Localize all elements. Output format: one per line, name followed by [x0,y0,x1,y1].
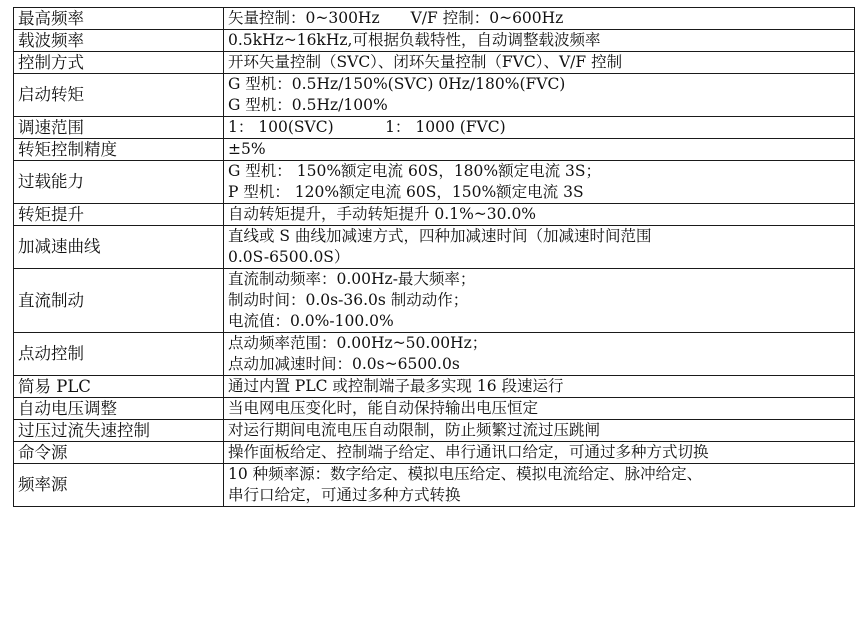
value-line: 1： 100(SVC) 1： 1000 (FVC) [228,118,506,136]
row-label: 最高频率 [14,8,224,30]
table-row [14,333,855,376]
table-row [14,117,855,139]
row-value [224,74,855,117]
table-row [14,139,855,161]
value-line: P 型机： 120%额定电流 60S，150%额定电流 3S [228,183,584,201]
row-value [224,398,855,420]
value-line: 点动频率范围：0.00Hz~50.00Hz； [228,334,488,352]
value-line: 串行口给定，可通过多种方式转换 [228,486,461,504]
value-line: 直流制动频率：0.00Hz-最大频率； [228,270,476,288]
table-row [14,376,855,398]
table-row [14,226,855,269]
value-line: 0.5kHz~16kHz,可根据负载特性，自动调整载波频率 [228,31,601,49]
table-row [14,30,855,52]
value-line: G 型机：0.5Hz/150%(SVC) 0Hz/180%(FVC) [228,75,566,93]
value-line: 点动加减速时间：0.0s~6500.0s [228,355,460,373]
row-value [224,420,855,442]
row-value [224,376,855,398]
row-value [224,333,855,376]
row-value [224,226,855,269]
value-line: 直线或 S 曲线加减速方式，四种加减速时间（加减速时间范围 [228,227,652,245]
row-label: 过压过流失速控制 [14,420,224,442]
value-line: 制动时间：0.0s-36.0s 制动动作； [228,291,469,309]
table-row [14,464,855,507]
row-value [224,442,855,464]
row-value [224,30,855,52]
row-value [224,269,855,333]
row-value [224,117,855,139]
value-line: 开环矢量控制（SVC）、闭环矢量控制（FVC）、V/F 控制 [228,53,623,71]
row-value [224,8,855,30]
row-label: 调速范围 [14,117,224,139]
row-label: 频率源 [14,464,224,507]
table-row [14,269,855,333]
table-row [14,442,855,464]
value-line: ±5% [228,140,266,158]
row-label: 控制方式 [14,52,224,74]
row-value [224,139,855,161]
row-label: 载波频率 [14,30,224,52]
value-line: 通过内置 PLC 或控制端子最多实现 16 段速运行 [228,377,564,395]
spec-table [13,7,855,507]
row-label: 转矩提升 [14,204,224,226]
row-label: 点动控制 [14,333,224,376]
value-line: 对运行期间电流电压自动限制，防止频繁过流过压跳闸 [228,421,601,439]
row-value [224,52,855,74]
value-line: 电流值：0.0%-100.0% [228,312,394,330]
table-row [14,52,855,74]
value-line: 0.0S-6500.0S） [228,248,350,266]
table-row [14,420,855,442]
value-line: G 型机： 150%额定电流 60S，180%额定电流 3S； [228,162,602,180]
value-line: 操作面板给定、控制端子给定、串行通讯口给定，可通过多种方式切换 [228,443,709,461]
row-label: 简易 PLC [14,376,224,398]
row-value [224,204,855,226]
table-row [14,204,855,226]
table-row [14,398,855,420]
row-label: 转矩控制精度 [14,139,224,161]
table-row [14,161,855,204]
row-label: 命令源 [14,442,224,464]
row-label: 自动电压调整 [14,398,224,420]
row-label: 过载能力 [14,161,224,204]
value-line: G 型机：0.5Hz/100% [228,96,388,114]
table-row [14,8,855,30]
value-line: 自动转矩提升，手动转矩提升 0.1%~30.0% [228,205,537,223]
spec-table-body [14,8,855,507]
row-label: 启动转矩 [14,74,224,117]
row-label: 直流制动 [14,269,224,333]
table-row [14,74,855,117]
row-value [224,161,855,204]
value-line: 当电网电压变化时，能自动保持输出电压恒定 [228,399,539,417]
value-line: 10 种频率源：数字给定、模拟电压给定、模拟电流给定、脉冲给定、 [228,465,703,483]
row-value [224,464,855,507]
row-label: 加减速曲线 [14,226,224,269]
value-line: 矢量控制：0~300Hz V/F 控制：0~600Hz [228,9,564,27]
